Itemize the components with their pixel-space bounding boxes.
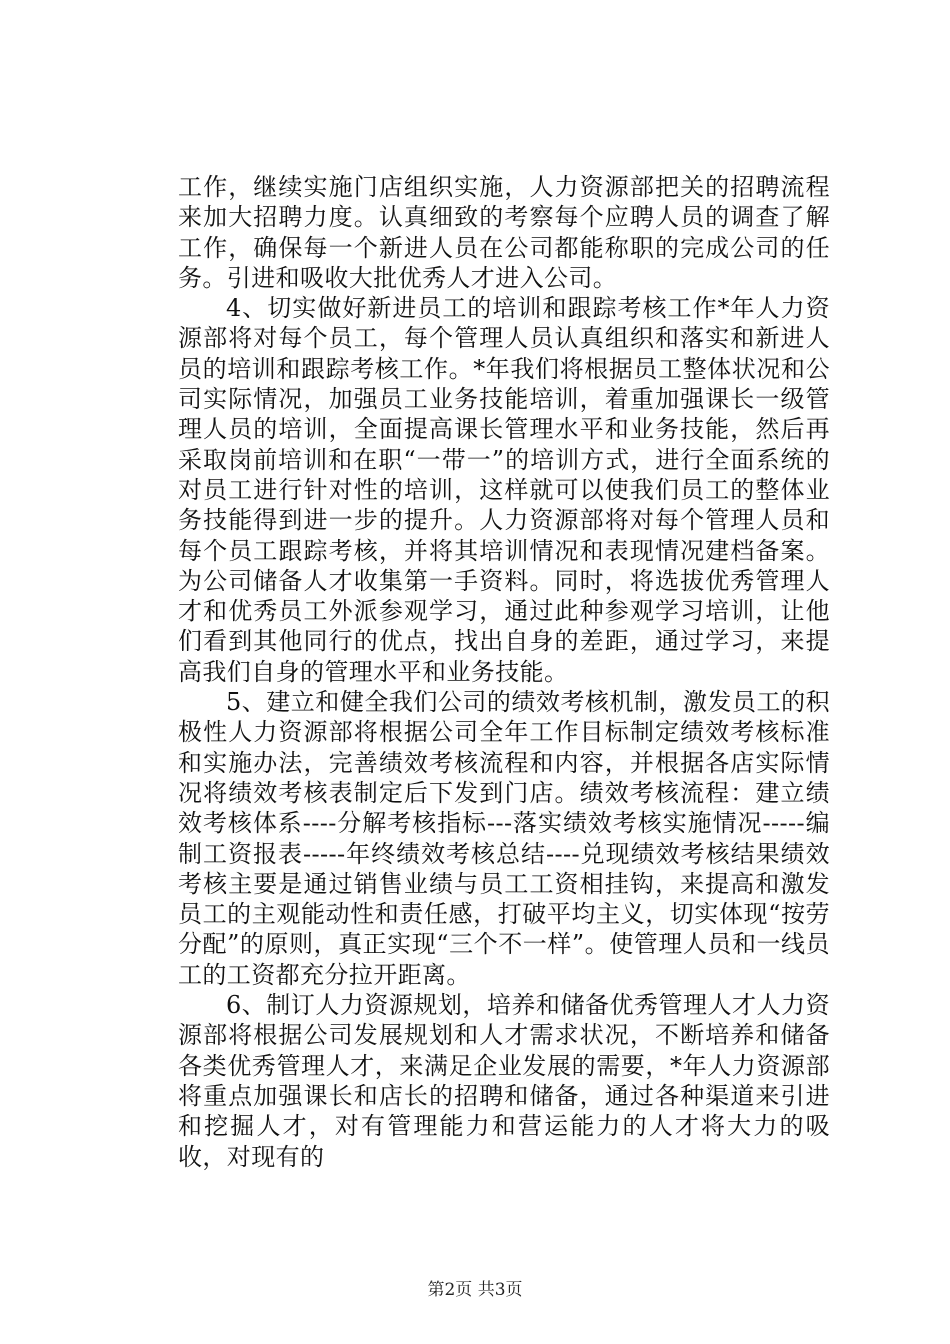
paragraph-training-tracking: 4、切实做好新进员工的培训和跟踪考核工作*年人力资源部将对每个员工，每个管理人员认真组织和落实和新进人员的培训和跟踪考核工作。*年我们将根据员工整体状况和公司实际情况，加强员工业务技能培训，着重加强课长一级管理人员的培训，全面提高课长管理水平和业务技能，然后再采取岗前培训和在职“一带一”的培训方式，进行全面系统的对员工进行针对性的培训，这样就可以使我们员工的整体业务技能得到进一步的提升。人力资源部将对每个管理人员和每个员工跟踪考核，并将其培训情况和表现情况建档备案。为公司储备人才收集第一手资料。同时，将选拔优秀管理人才和优秀员工外派参观学习，通过此种参观学习培训，让他们看到其他同行的优点，找出自身的差距，通过学习，来提高我们自身的管理水平和业务技能。	[178, 294, 830, 686]
paragraph-recruitment-continued: 工作，继续实施门店组织实施，人力资源部把关的招聘流程来加大招聘力度。认真细致的考察每个应聘人员的调查了解工作，确保每一个新进人员在公司都能称职的完成公司的任务。引进和吸收大批优秀人才进入公司。	[178, 173, 830, 292]
document-body	[178, 172, 830, 1172]
paragraph-performance-appraisal: 5、建立和健全我们公司的绩效考核机制，激发员工的积极性人力资源部将根据公司全年工作目标制定绩效考核标准和实施办法，完善绩效考核流程和内容，并根据各店实际情况将绩效考核表制定后下发到门店。绩效考核流程：建立绩效考核体系----分解考核指标---落实绩效考核实施情况-----编制工资报表-----年终绩效考核总结----兑现绩效考核结果绩效考核主要是通过销售业绩与员工工资相挂钩，来提高和激发员工的主观能动性和责任感，打破平均主义，切实体现“按劳分配”的原则，真正实现“三个不一样”。使管理人员和一线员工的工资都充分拉开距离。	[178, 688, 830, 989]
page-footer: 第2页 共3页	[427, 1280, 523, 1300]
paragraph-hr-planning: 6、制订人力资源规划，培养和储备优秀管理人才人力资源部将根据公司发展规划和人才需求状况，不断培养和储备各类优秀管理人才，来满足企业发展的需要，*年人力资源部将重点加强课长和店长的招聘和储备，通过各种渠道来引进和挖掘人才，对有管理能力和营运能力的人才将大力的吸收，对现有的	[178, 991, 830, 1171]
